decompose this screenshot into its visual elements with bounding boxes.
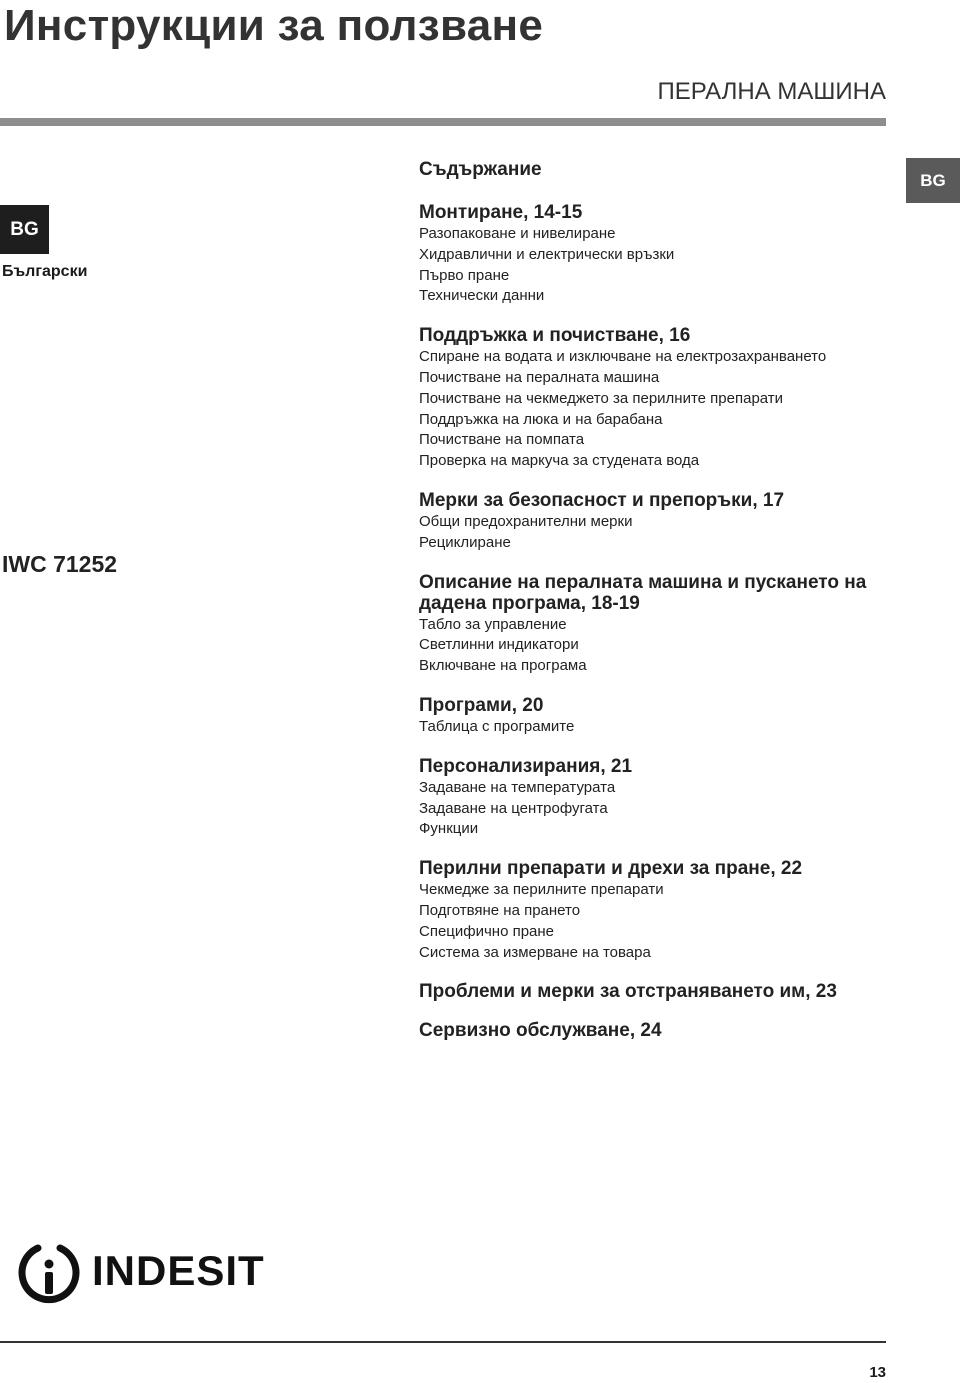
toc-item: Чекмедже за перилните препарати: [419, 881, 664, 899]
toc-section-title: Монтиране, 14-15: [419, 202, 583, 223]
brand-name: INDESIT: [92, 1247, 265, 1294]
toc-item: Почистване на помпата: [419, 431, 585, 449]
indesit-logo-icon: [18, 1238, 80, 1304]
toc-section: [419, 490, 899, 554]
footer-divider: [0, 1341, 886, 1343]
brand-logo: [18, 1238, 265, 1304]
toc-item: Първо пране: [419, 266, 510, 284]
toc-item-list: [419, 347, 899, 472]
toc-item-list: [419, 778, 899, 840]
toc-heading: Съдържание: [419, 159, 542, 180]
toc-item-list: [419, 615, 899, 677]
model-number: IWC 71252: [2, 551, 118, 577]
toc-item: Разопаковане и нивелиране: [419, 225, 616, 242]
toc-item: Специфично пране: [419, 922, 555, 940]
toc-section: [419, 325, 899, 472]
toc-item: Почистване на чекмеджето за перилните препарати: [419, 389, 784, 407]
header-divider: [0, 118, 886, 126]
product-type: ПЕРАЛНА МАШИНА: [657, 78, 886, 105]
toc-item: Общи предохранителни мерки: [419, 512, 633, 530]
toc-item: Проверка на маркуча за студената вода: [419, 452, 700, 470]
toc-item: Почистване на пералната машина: [419, 368, 660, 386]
toc-section: [419, 858, 899, 963]
toc-section-title: Описание на пералната машина и пускането на дадена програма, 18-19: [419, 571, 867, 614]
toc-item: Светлинни индикатори: [419, 636, 579, 654]
toc-item: Технически данни: [419, 287, 545, 305]
toc-section: [419, 756, 899, 840]
toc-item: Задаване на центрофугата: [419, 799, 608, 817]
toc-section-title: Мерки за безопасност и препоръки, 17: [419, 489, 785, 511]
toc-item: Спиране на водата и изключване на електрозахранването: [419, 348, 827, 366]
toc-section-title: Персонализирания, 21: [419, 755, 633, 777]
toc-section-title: Сервизно обслужване, 24: [419, 1020, 662, 1042]
toc-section-title: Програми, 20: [419, 694, 544, 716]
toc-section-title: Перилни препарати и дрехи за пране, 22: [419, 858, 803, 880]
toc-item: Включване на програма: [419, 657, 587, 675]
language-tab: BG: [906, 158, 960, 203]
toc-item-list: [419, 717, 899, 738]
document-title: Инструкции за ползване: [4, 1, 544, 50]
toc-item: Табло за управление: [419, 615, 567, 633]
toc-item-list: [419, 512, 899, 554]
toc-section-title: Проблеми и мерки за отстраняването им, 23: [419, 981, 837, 1003]
toc-item: Поддръжка на люка и на барабана: [419, 410, 663, 428]
toc-section-title: Поддръжка и почистване, 16: [419, 325, 691, 347]
toc-section: [419, 695, 899, 738]
toc-item-list: [419, 880, 899, 963]
toc-sections: [419, 202, 899, 1041]
language-name: Български: [2, 263, 88, 280]
toc-item: Хидравлични и електрически връзки: [419, 245, 675, 263]
toc-item-list: [419, 224, 899, 307]
toc-item: Подготвяне на прането: [419, 901, 581, 919]
toc-section: [419, 1020, 899, 1041]
language-badge: BG: [0, 205, 49, 254]
table-of-contents: [419, 158, 899, 1059]
toc-item: Рециклиране: [419, 533, 511, 551]
page-number: 13: [869, 1364, 886, 1381]
toc-section: [419, 981, 899, 1002]
toc-item: Функции: [419, 820, 479, 838]
toc-item: Система за измерване на товара: [419, 943, 651, 961]
toc-item: Таблица с програмите: [419, 717, 575, 735]
toc-section: [419, 202, 899, 307]
toc-item: Задаване на температурата: [419, 778, 616, 796]
toc-section: [419, 572, 899, 677]
